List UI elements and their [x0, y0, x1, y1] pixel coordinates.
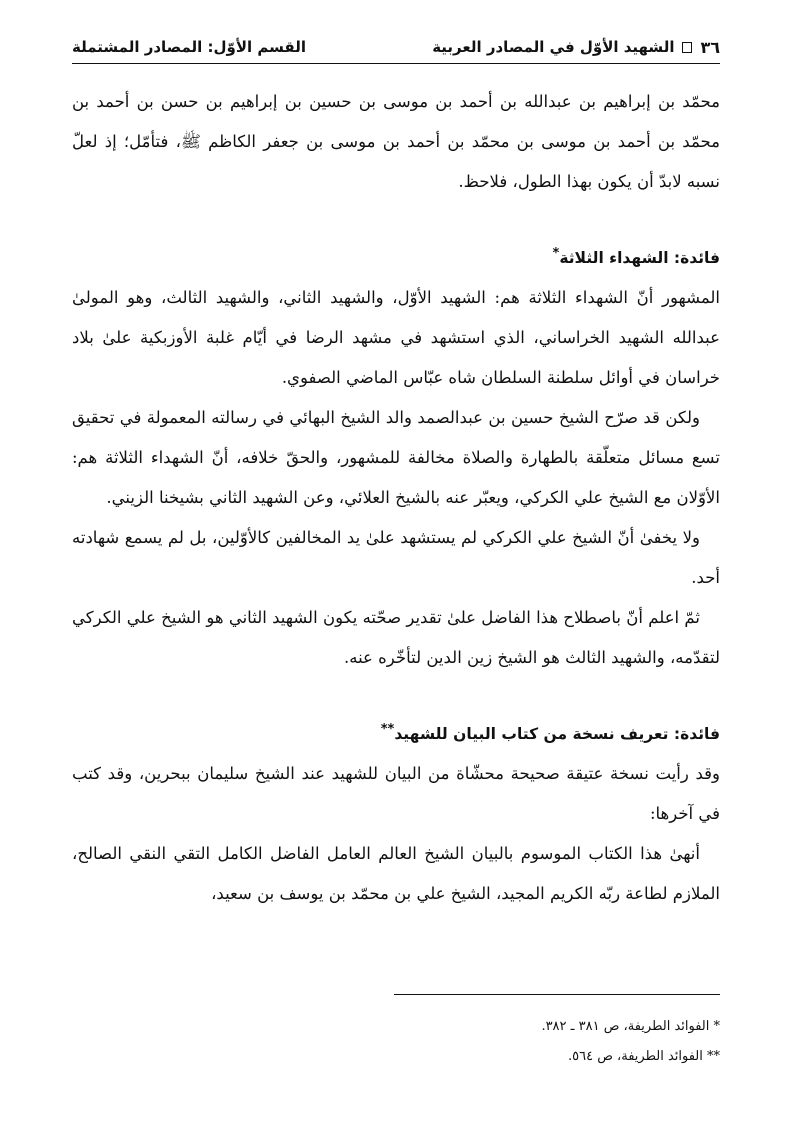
main-text: [72, 82, 720, 914]
footnote-marker: *: [552, 246, 560, 261]
running-header: [72, 36, 720, 58]
paragraph-manuscript-seen: وقد رأيت نسخة عتيقة صحيحة محشّاة من البيان للشهيد عند الشيخ سليمان ببحرين، وقد كتب في آخرها:: [72, 764, 720, 823]
page-number: ٣٦: [700, 37, 720, 57]
paragraph-note-karaki: ولا يخفىٰ أنّ الشيخ علي الكركي لم يستشهد علىٰ يد المخالفين كالأوّلين، بل لم يسمع شهادته أحد.: [72, 528, 720, 587]
heading-text: فائدة: تعريف نسخة من كتاب البيان للشهيد: [394, 725, 720, 743]
footnotes: [72, 1012, 720, 1072]
paragraph-famous-view: المشهور أنّ الشهداء الثلاثة هم: الشهيد الأوّل، والشهيد الثاني، والشهيد الثالث، وهو المولىٰ عبدالله الشهيد الخراساني، الذي استشهد في مشهد الرضا في أيّام غلبة الأوزبكية علىٰ بلاد خراسان في أوائل سلطنة السلطان شاه عبّاس الماضي الصفوي.: [72, 288, 720, 387]
section-title: القسم الأوّل: المصادر المشتملة: [72, 38, 306, 56]
heading-bayan-manuscript: [72, 710, 720, 754]
header-divider: [72, 63, 720, 64]
footnote-marker: **: [380, 722, 395, 737]
square-ornament-icon: [682, 42, 692, 53]
heading-text: فائدة: الشهداء الثلاثة: [559, 249, 720, 267]
paragraph-lineage: محمّد بن إبراهيم بن عبدالله بن أحمد بن موسى بن حسين بن إبراهيم بن حسن بن أحمد بن محمّد بن أحمد بن موسى بن محمّد بن أحمد بن موسى بن جعفر الكاظم ﷺ، فتأمّل؛ إذ لعلّ نسبه لابدّ أن يكون بهذا الطول، فلاحظ.: [72, 92, 720, 191]
footnote-2: ** الفوائد الطريفة، ص ٥٦٤.: [567, 1049, 720, 1064]
book-title: الشهيد الأوّل في المصادر العربية: [432, 38, 675, 56]
heading-three-martyrs: [72, 234, 720, 278]
footnote-1: * الفوائد الطريفة، ص ٣٨١ ـ ٣٨٢.: [541, 1019, 720, 1034]
paragraph-colophon-quote: أنهىٰ هذا الكتاب الموسوم بالبيان الشيخ العالم العامل الفاضل الكامل التقي النقي الصالح، الملازم لطاعة ربّه الكريم المجيد، الشيخ علي بن محمّد بن يوسف بن سعيد،: [72, 844, 720, 903]
footnote-divider: [394, 994, 720, 995]
paragraph-conclusion: ثمّ اعلم أنّ باصطلاح هذا الفاضل علىٰ تقدير صحّته يكون الشهيد الثاني هو الشيخ علي الكركي لتقدّمه، والشهيد الثالث هو الشيخ زين الدين لتأخّره عنه.: [72, 608, 720, 667]
paragraph-alternate-view: ولكن قد صرّح الشيخ حسين بن عبدالصمد والد الشيخ البهائي في رسالته المعمولة في تحقيق تسع مسائل متعلّقة بالطهارة والصلاة مخالفة للمشهور، والحقّ خلافه، أنّ الشهداء الثلاثة هم: الأوّلان مع الشيخ علي الكركي، ويعبّر عنه بالشيخ العلائي، وعن الشهيد الثاني بشيخنا الزيني.: [72, 408, 720, 507]
header-right-group: [432, 38, 720, 57]
